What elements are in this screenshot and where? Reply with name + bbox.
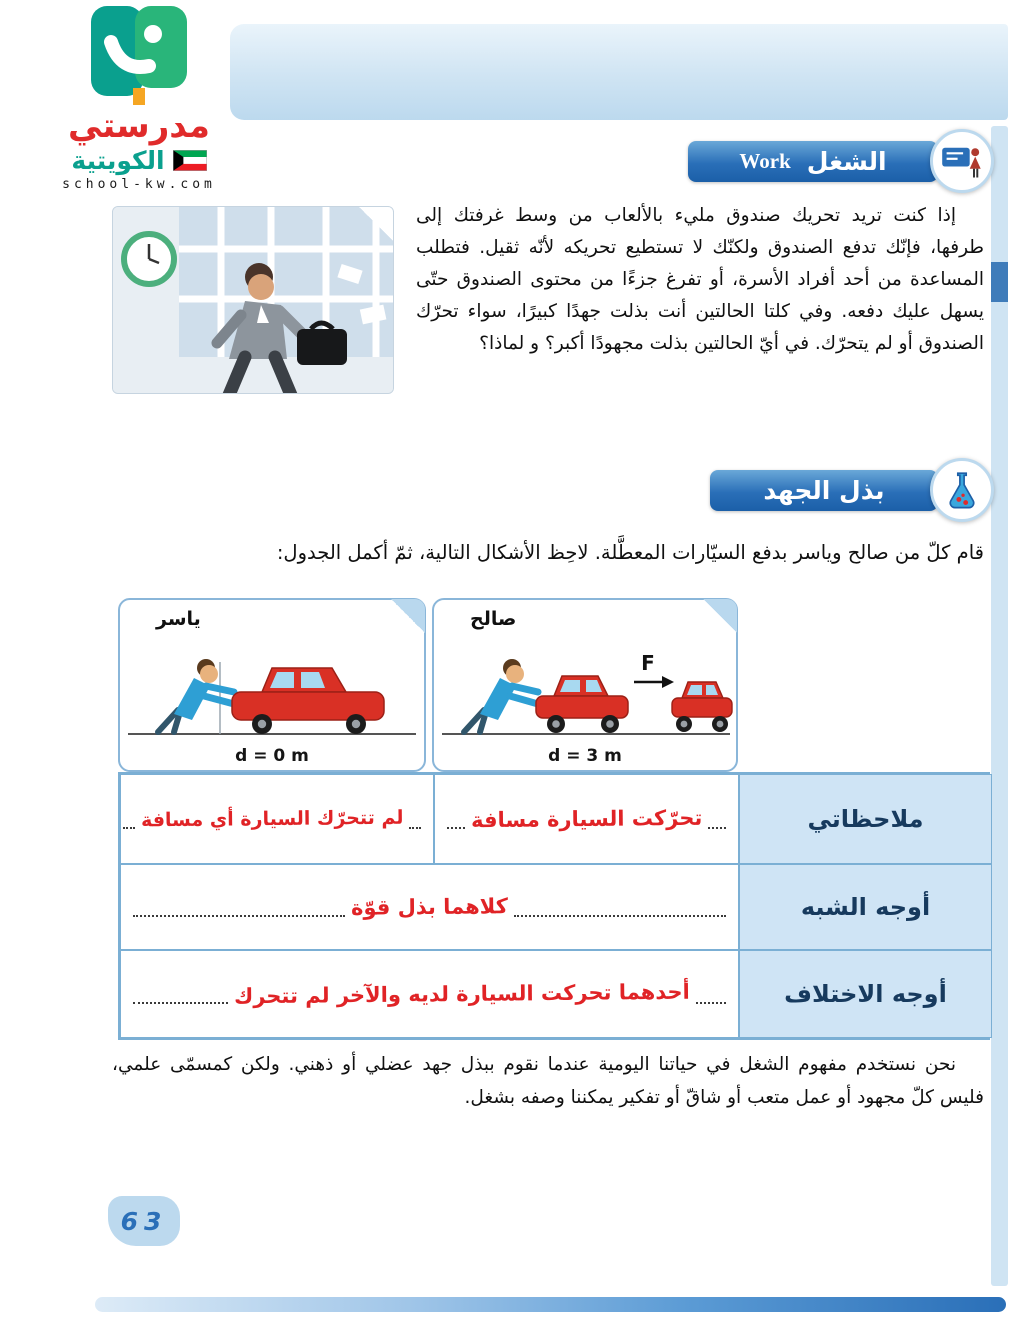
answer-dotted-line <box>409 827 421 829</box>
yaser-pushing-car-illustration <box>120 628 424 752</box>
bottom-decorative-bar <box>95 1297 1006 1312</box>
teacher-board-icon <box>930 129 994 193</box>
school-logo-icon <box>89 6 189 106</box>
page-number: 63 <box>108 1196 180 1246</box>
work-title-arabic: الشغل <box>806 147 887 176</box>
force-label: F <box>641 651 655 675</box>
answer-dotted-line <box>696 1002 726 1004</box>
office-man-photo <box>112 206 394 394</box>
row-label-notes: ملاحظاتي <box>739 774 992 864</box>
work-paragraph-text: إذا كنت تريد تحريك صندوق مليء بالألعاب من وسط غرفتك إلى طرفها، فإنّك تدفع الصندوق ولكنّك لا تستطيع تحريكه لأنّه ثقيل. فتطلب المساعدة من أحد أفراد الأسرة، أو تفرغ جزءًا من محتوى الصندوق حتّى يسهل عليك دفعه. وفي كلتا الحالتين أنت بذلت جهدًا كبيرًا، سواء تحرّك الصندوق أو لم يتحرّك. في أيّ الحالتين بذلت مجهودًا أكبر؟ و لماذا؟ <box>416 205 984 354</box>
photo-corner-fold <box>359 207 393 241</box>
closing-paragraph: نحن نستخدم مفهوم الشغل في حياتنا اليومية عندما نقوم ببذل جهد عضلي أو ذهني. ولكن كمسمّى علمي، فليس كلّ مجهود أو عمل متعب أو شاقّ أو تفكير يمكننا وصفه بشغل. <box>112 1054 984 1108</box>
answer-saleh-notes[interactable] <box>434 774 739 864</box>
school-logo <box>50 6 228 192</box>
distance-label-yaser: d = 0 m <box>235 746 309 766</box>
answer-differences[interactable] <box>120 950 739 1038</box>
answer-dotted-line <box>708 827 726 829</box>
answer-dotted-line <box>447 827 465 829</box>
figure-panel-saleh <box>432 598 738 772</box>
distance-label-saleh: d = 3 m <box>548 746 622 766</box>
answer-saleh-notes-text: تحرّكت السيارة مسافة <box>470 805 703 833</box>
effort-title: بذل الجهد <box>763 476 885 505</box>
logo-subtitle: الكويتية <box>71 146 165 175</box>
row-label-differences: أوجه الاختلاف <box>739 950 992 1038</box>
answer-differences-text: أحدهما تحركت السيارة لديه والآخر لم تتحرك <box>234 979 691 1009</box>
answer-dotted-line <box>123 827 135 829</box>
logo-title: مدرستي <box>68 106 210 146</box>
row-label-similarities: أوجه الشبه <box>739 864 992 950</box>
answer-dotted-line <box>133 915 345 917</box>
answer-yaser-notes-text: لم تتحرّك السيارة أي مسافة <box>140 806 404 832</box>
answer-dotted-line <box>514 915 726 917</box>
work-intro-paragraph <box>112 200 984 400</box>
saleh-pushing-car-illustration <box>434 628 738 752</box>
answer-dotted-line <box>133 1002 228 1004</box>
flask-icon <box>930 458 994 522</box>
work-section-header <box>688 141 938 182</box>
top-decorative-band <box>230 24 1008 120</box>
observations-table <box>118 772 990 1040</box>
work-title-english: Work <box>739 149 791 173</box>
figure-label-yaser: ياسر <box>156 608 201 630</box>
figure-label-saleh: صالح <box>470 608 517 630</box>
kuwait-flag-icon <box>173 150 207 171</box>
activity-instruction: قام كلّ من صالح وياسر بدفع السيّارات المعطَّلة. لاحِظ الأشكال التالية، ثمّ أكمل الجدول: <box>276 541 984 564</box>
logo-site-url: school-kw.com <box>62 177 216 192</box>
right-strip-accent <box>991 262 1008 302</box>
figure-panel-yaser <box>118 598 426 772</box>
answer-similarities-text: كلاهما بذل قوّة <box>350 894 509 920</box>
answer-yaser-notes[interactable] <box>120 774 434 864</box>
effort-section-header <box>710 470 938 511</box>
answer-similarities[interactable] <box>120 864 739 950</box>
